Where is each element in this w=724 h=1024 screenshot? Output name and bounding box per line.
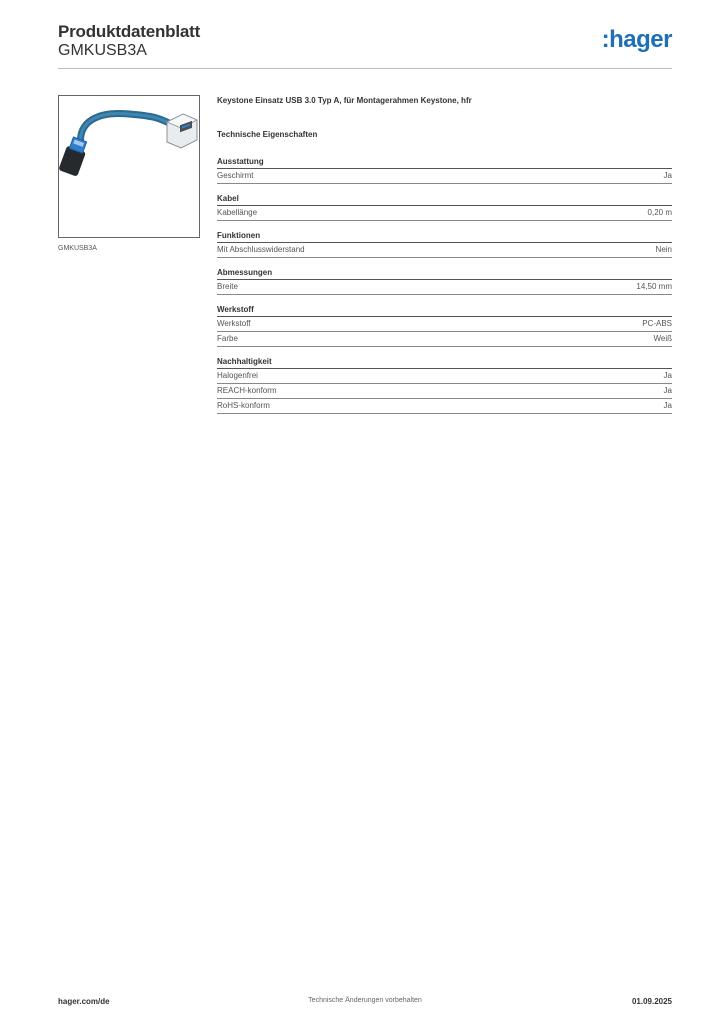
spec-row xyxy=(217,369,672,384)
section-title: Technische Eigenschaften xyxy=(217,130,318,139)
spec-group-title: Ausstattung xyxy=(217,156,672,169)
spec-row xyxy=(217,280,672,295)
page-footer xyxy=(58,997,672,1011)
spec-group xyxy=(217,156,672,184)
product-code: GMKUSB3A xyxy=(58,42,147,59)
spec-label: RoHS-konform xyxy=(217,401,270,410)
spec-group-title: Abmessungen xyxy=(217,267,672,280)
footer-website-link[interactable]: hager.com/de xyxy=(58,997,110,1006)
spec-value: PC-ABS xyxy=(642,319,672,328)
usb-keystone-cable-image xyxy=(59,96,199,237)
spec-label: Mit Abschlusswiderstand xyxy=(217,245,305,254)
spec-label: Geschirmt xyxy=(217,171,254,180)
spec-row xyxy=(217,317,672,332)
spec-group xyxy=(217,304,672,347)
product-image xyxy=(58,95,200,238)
spec-row xyxy=(217,399,672,414)
spec-group-title: Funktionen xyxy=(217,230,672,243)
spec-value: Ja xyxy=(663,386,672,395)
spec-value: Weiß xyxy=(653,334,672,343)
spec-group-title: Werkstoff xyxy=(217,304,672,317)
spec-value: Ja xyxy=(663,371,672,380)
spec-group xyxy=(217,267,672,295)
document-title: Produktdatenblatt xyxy=(58,22,201,41)
spec-group-title: Nachhaltigkeit xyxy=(217,356,672,369)
spec-group xyxy=(217,193,672,221)
spec-label: Farbe xyxy=(217,334,238,343)
specs-content xyxy=(217,96,672,414)
spec-row xyxy=(217,169,672,184)
spec-label: Werkstoff xyxy=(217,319,251,328)
footer-notice: Technische Änderungen vorbehalten xyxy=(308,997,422,1004)
spec-value: Ja xyxy=(663,171,672,180)
spec-value: 14,50 mm xyxy=(636,282,672,291)
spec-label: REACH-konform xyxy=(217,386,277,395)
hager-logo: :hager xyxy=(601,26,672,53)
page-header xyxy=(58,20,672,68)
image-caption: GMKUSB3A xyxy=(58,245,97,252)
spec-group-title: Kabel xyxy=(217,193,672,206)
header-divider xyxy=(58,68,672,69)
spec-label: Kabellänge xyxy=(217,208,258,217)
spec-row xyxy=(217,206,672,221)
spec-label: Halogenfrei xyxy=(217,371,258,380)
spec-row xyxy=(217,243,672,258)
spec-value: Nein xyxy=(655,245,672,254)
spec-value: 0,20 m xyxy=(647,208,672,217)
spec-value: Ja xyxy=(663,401,672,410)
spec-row xyxy=(217,332,672,347)
spec-group xyxy=(217,230,672,258)
spec-row xyxy=(217,384,672,399)
spec-group xyxy=(217,356,672,414)
product-description: Keystone Einsatz USB 3.0 Typ A, für Montagerahmen Keystone, hfr xyxy=(217,96,472,105)
spec-label: Breite xyxy=(217,282,238,291)
footer-date: 01.09.2025 xyxy=(631,997,672,1006)
spec-groups xyxy=(217,156,672,414)
